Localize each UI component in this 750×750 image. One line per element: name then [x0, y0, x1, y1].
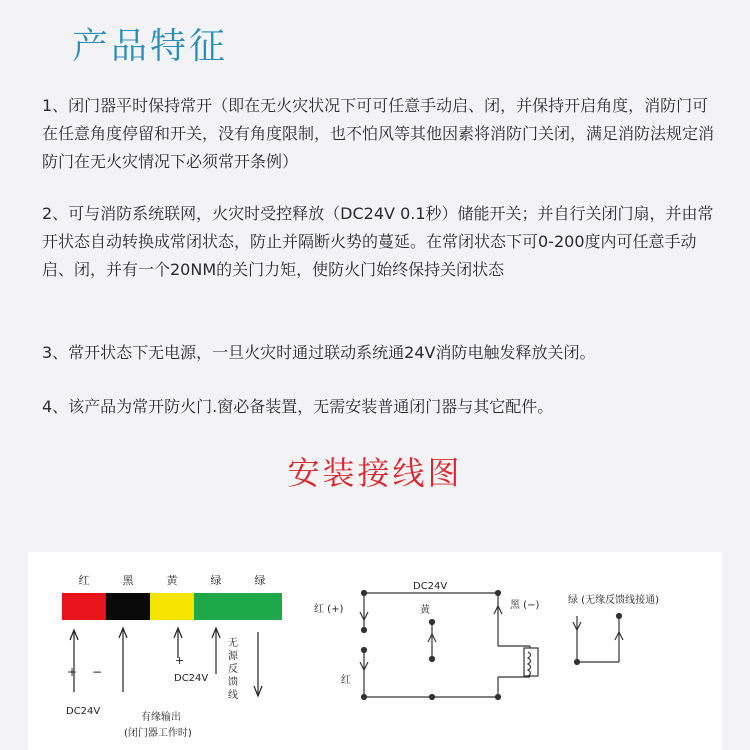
passive-feedback-char-3: 反	[228, 664, 238, 675]
circuit-red-label: 红	[341, 675, 351, 686]
plus-sign: +	[67, 665, 78, 679]
dc24v-label-left: DC24V	[66, 706, 101, 717]
wiring-diagram	[28, 552, 722, 750]
plus-sign-yellow: +	[175, 654, 185, 667]
wire-swatch-red	[62, 593, 106, 620]
circuit-dc24v-label: DC24V	[413, 581, 448, 592]
wire-swatch-black	[106, 593, 150, 620]
circuit-yellow-label: 黄	[420, 605, 430, 616]
wire-swatch-yellow	[150, 593, 194, 620]
feature-item-3: 3、常开状态下无电源，一旦火灾时通过联动系统通24V消防电触发释放关闭。	[42, 343, 596, 362]
passive-feedback-char-5: 线	[228, 690, 238, 701]
dc24v-label-mid: DC24V	[174, 673, 209, 684]
wire-label-yellow: 黄	[166, 574, 178, 587]
wiring-diagram-svg	[28, 552, 722, 750]
wired-output-note: (闭门器工作时)	[124, 728, 192, 739]
feature-item-4: 4、该产品为常开防火门.窗必备装置，无需安装普通闭门器与其它配件。	[42, 397, 554, 416]
circuit-green-note: 绿 (无缘反馈线接通)	[568, 595, 659, 606]
wire-swatch-green-1	[194, 593, 238, 620]
feature-item-1: 1、闭门器平时保持常开（即在无火灾状况下可可任意手动启、闭，并保持开启角度，消防门可在任意角度停留和开关，没有角度限制，也不怕风等其他因素将消防门关闭，满足消防法规定消防门在无火灾情况下必须常开条例）	[42, 96, 715, 171]
passive-feedback-char-4: 馈	[228, 677, 238, 688]
feature-item-2: 2、可与消防系统联网，火灾时受控释放（DC24V 0.1秒）储能开关；并自行关闭门扇，并由常开状态自动转换成常闭状态，防止并隔断火势的蔓延。在常闭状态下可0-200度内可任意手动启、闭，并有一个20NM的关门力矩，使防火门始终保持关闭状态	[42, 204, 714, 279]
circuit-black-minus-label: 黑 (−)	[510, 600, 540, 611]
wired-output-label: 有缘输出	[141, 712, 181, 723]
circuit-red-plus-label: 红 (+)	[314, 604, 344, 615]
wire-swatch-green-2	[238, 593, 282, 620]
feedback-switch-lines	[573, 614, 623, 665]
wire-label-green-2: 绿	[254, 574, 266, 587]
passive-feedback-char-2: 源	[228, 651, 238, 662]
section-title: 安装接线图	[287, 454, 463, 492]
wire-label-black: 黑	[122, 574, 134, 587]
wire-label-green-1: 绿	[210, 574, 222, 587]
wire-label-red: 红	[78, 574, 90, 587]
minus-sign: −	[92, 665, 103, 679]
passive-feedback-char-1: 无	[228, 638, 238, 649]
page-title: 产品特征	[72, 26, 229, 67]
